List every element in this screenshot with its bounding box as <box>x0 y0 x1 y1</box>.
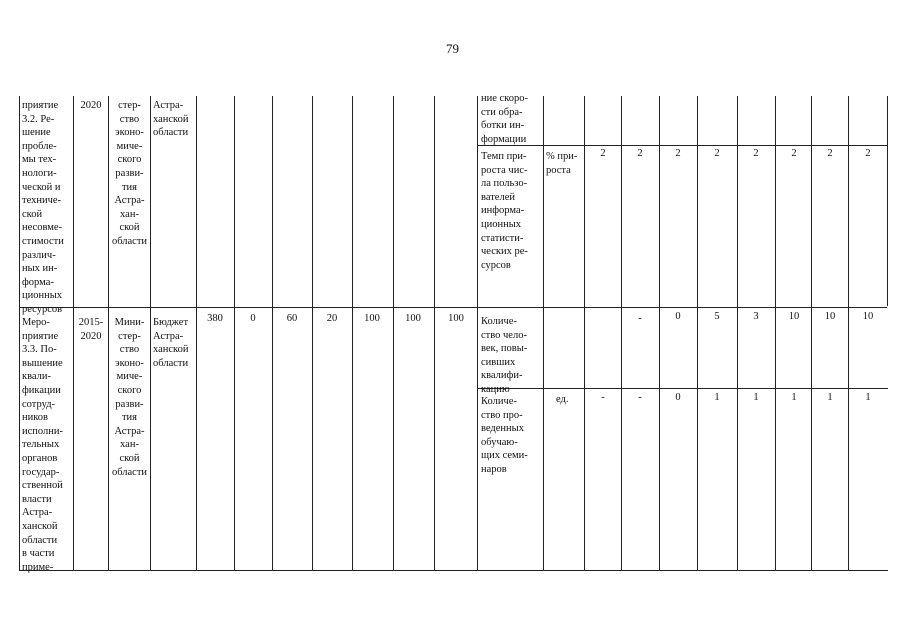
grid-line <box>196 96 197 571</box>
financing-cell: 100 <box>364 313 380 324</box>
value-cell: 1 <box>714 392 720 403</box>
grid-line <box>434 96 435 571</box>
financing-cell: 100 <box>405 313 421 324</box>
grid-line <box>393 96 394 571</box>
value-cell: 1 <box>827 392 833 403</box>
page-number: 79 <box>446 41 459 56</box>
grid-line <box>887 96 888 306</box>
financing-cell: 0 <box>250 313 256 324</box>
grid-line <box>150 96 151 571</box>
value-cell: 1 <box>791 392 797 403</box>
grid-line <box>584 96 585 571</box>
source-cell: Астра- ханской области <box>153 100 189 139</box>
grid-line <box>477 96 478 571</box>
indicator-cell: Количе- ство чело- век, повы- сивших квалифи- кацию <box>481 316 528 395</box>
grid-line <box>19 96 20 571</box>
financing-cell: 100 <box>448 313 464 324</box>
grid-line <box>272 96 273 571</box>
value-cell: 2 <box>753 148 759 159</box>
indicator-cell: ние скоро- сти обра- ботки ин- формации <box>481 93 528 145</box>
grid-line <box>697 96 698 571</box>
unit-cell: % при- роста <box>546 151 578 176</box>
grid-line <box>477 388 888 389</box>
unit-cell: ед. <box>556 394 569 405</box>
financing-cell: 60 <box>286 313 298 324</box>
indicator-cell: Количе- ство про- веденных обучаю- щих семи- наров <box>481 396 528 475</box>
grid-line <box>543 96 544 571</box>
period-cell: 2015- 2020 <box>78 317 104 342</box>
value-cell: 2 <box>865 148 871 159</box>
grid-line <box>811 96 812 571</box>
value-cell: 2 <box>675 148 681 159</box>
value-cell: 10 <box>824 311 836 322</box>
measure-cell: приятие 3.2. Ре- шение пробле- мы тех- нологи- ческой и техниче- ской несовме- стимости различ- ных ин- форма- ционных ресурсов <box>22 100 64 315</box>
grid-line <box>848 96 849 571</box>
value-cell: 3 <box>753 311 759 322</box>
grid-line <box>234 96 235 571</box>
grid-line <box>737 96 738 571</box>
executor-cell: стер- ство эконо- миче- ского разви- тия Астра- хан- ской области <box>111 100 148 247</box>
value-cell: 2 <box>714 148 720 159</box>
indicator-cell: Темп при- роста чис- ла пользо- вателей информа- ционных статисти- ческих ре- сурсов <box>481 151 528 271</box>
grid-line <box>19 570 888 571</box>
grid-line <box>19 307 887 308</box>
value-cell: 0 <box>675 392 681 403</box>
value-cell: - <box>638 392 642 403</box>
financing-cell: 380 <box>207 313 223 324</box>
financing-cell: 20 <box>326 313 338 324</box>
grid-line <box>477 145 887 146</box>
grid-line <box>659 96 660 571</box>
value-cell: 10 <box>862 311 874 322</box>
grid-line <box>775 96 776 571</box>
value-cell: - <box>601 392 605 403</box>
measure-cell: Меро- приятие 3.3. По- вышение квали- фикации сотруд- ников исполни- тельных органов государ- ственной власти Астра- ханской области в части приме- <box>22 317 63 573</box>
grid-line <box>352 96 353 571</box>
executor-cell: Мини- стер- ство эконо- миче- ского разви- тия Астра- хан- ской области <box>111 317 148 478</box>
period-cell: 2020 <box>80 100 102 111</box>
value-cell: 1 <box>865 392 871 403</box>
value-cell: 1 <box>753 392 759 403</box>
value-cell: 2 <box>600 148 606 159</box>
grid-line <box>621 96 622 571</box>
value-cell: 10 <box>788 311 800 322</box>
source-cell: Бюджет Астра- ханской области <box>153 317 189 369</box>
grid-line <box>312 96 313 571</box>
value-cell: 5 <box>714 311 720 322</box>
value-cell: - <box>638 313 642 324</box>
value-cell: 0 <box>675 311 681 322</box>
value-cell: 2 <box>637 148 643 159</box>
value-cell: 2 <box>827 148 833 159</box>
value-cell: 2 <box>791 148 797 159</box>
